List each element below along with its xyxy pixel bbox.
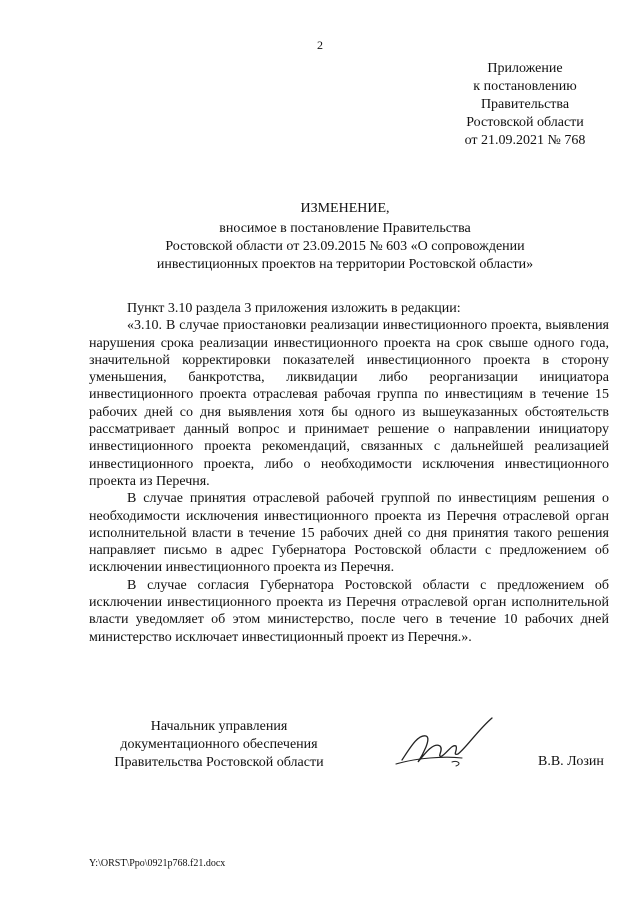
file-path: Y:\ORST\Ppo\0921p768.f21.docx <box>89 858 226 869</box>
appendix-line: Ростовской области <box>466 115 584 130</box>
appendix-line: Приложение <box>487 61 563 76</box>
appendix-header <box>430 60 620 150</box>
handwritten-signature <box>392 712 500 772</box>
title-line: Ростовской области от 23.09.2015 № 603 «О сопровождении <box>165 239 525 254</box>
signer-name: В.В. Лозин <box>538 754 604 769</box>
intro-paragraph: Пункт 3.10 раздела 3 приложения изложить в редакции: <box>127 301 461 316</box>
appendix-line: к постановлению <box>473 79 577 94</box>
signatory-line: документационного обеспечения <box>120 737 318 752</box>
body-paragraph: В случае принятия отраслевой рабочей группой по инвестициям решения о необходимости исключения инвестиционного проекта из Перечня отраслевой орган исполнительной власти в течение 15 рабочих дней со дня принятия такого решения направляет письмо в адрес Губернатора Ростовской области с предложением об исключении инвестиционного проекта из Перечня. <box>89 491 609 576</box>
body-paragraph: «3.10. В случае приостановки реализации инвестиционного проекта, выявления нарушения срока реализации инвестиционного проекта на срок свыше одного года, значительной корректировки показателей инвестиционного проекта в сторону уменьшения, банкротства, ликвидации либо реорганизации инициатора инвестиционного проекта отраслевая рабочая группа по инвестициям в течение 15 рабочих дней со дня выявления хотя бы одного из вышеуказанных обстоятельств рассматривает данный вопрос и принимает решение о направлении инициатору инвестиционного проекта рекомендаций, связанных с дальнейшей реализацией инвестиционного проекта, либо о необходимости исключения инвестиционного проекта из Перечня. <box>89 318 609 489</box>
title-line: инвестиционных проектов на территории Ростовской области» <box>156 257 534 272</box>
document-body <box>89 300 609 646</box>
signatory-line: Начальник управления <box>150 719 288 734</box>
page-number: 2 <box>317 38 323 52</box>
body-paragraph: В случае согласия Губернатора Ростовской области с предложением об исключении инвестиционного проекта из Перечня отраслевой орган исполнительной власти уведомляет об этом министерство, после чего в течение 10 рабочих дней министерство исключает инвестиционный проект из Перечня.». <box>89 577 609 645</box>
document-title <box>60 200 630 274</box>
signatory-line: Правительства Ростовской области <box>114 755 324 770</box>
appendix-line: Правительства <box>480 97 570 112</box>
signatory-title <box>89 718 349 772</box>
title-line: вносимое в постановление Правительства <box>219 221 471 236</box>
title-heading: ИЗМЕНЕНИЕ, <box>300 201 390 216</box>
appendix-date-number: от 21.09.2021 № 768 <box>464 133 586 148</box>
